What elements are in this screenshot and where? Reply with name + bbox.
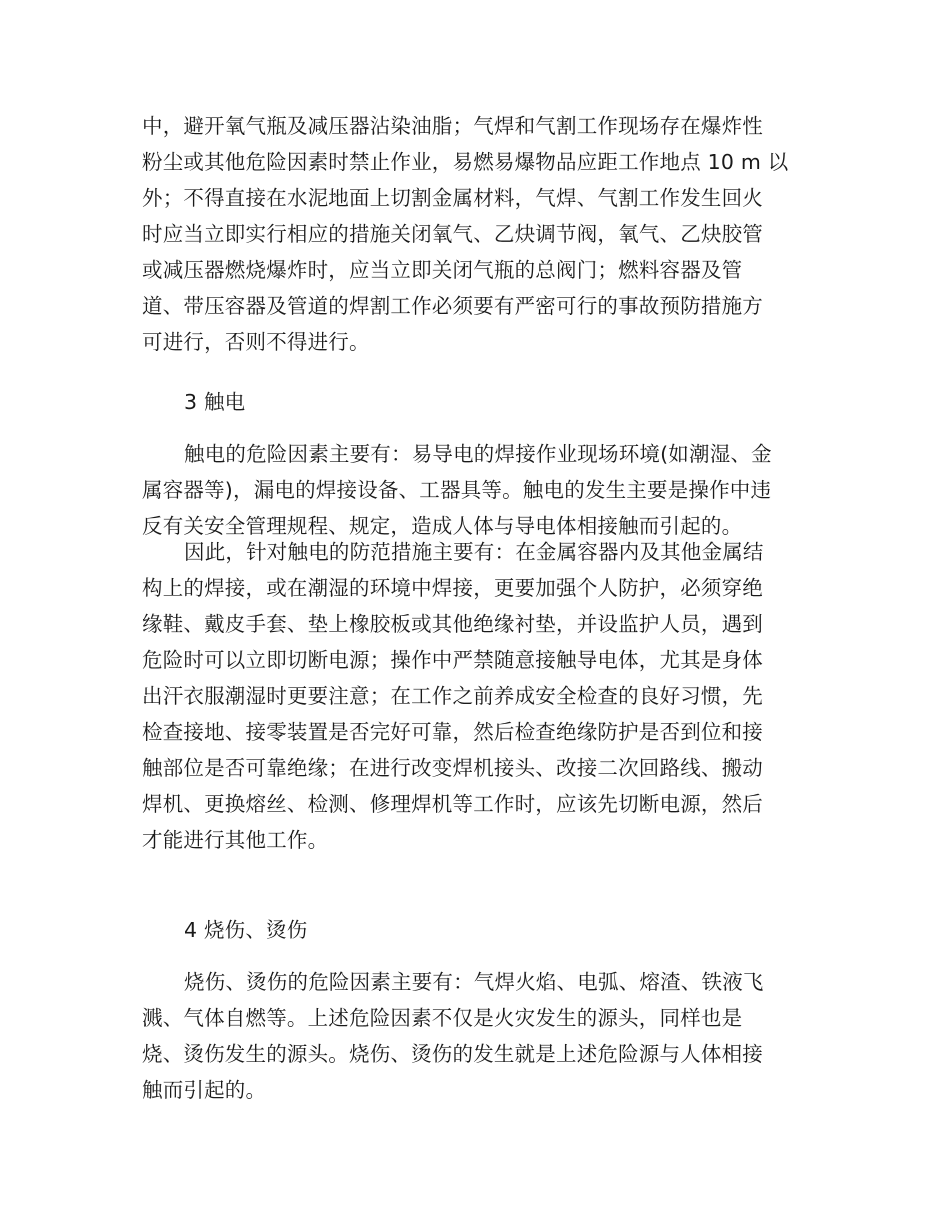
paragraph-line: 触电的危险因素主要有：易导电的焊接作业现场环境(如潮湿、金 (184, 442, 772, 466)
paragraph-line: 粉尘或其他危险因素时禁止作业，易燃易爆物品应距工作地点 10 m 以 (142, 150, 789, 174)
paragraph-line: 触而引起的。 (142, 1078, 267, 1102)
paragraph-burn-hazards (142, 964, 822, 1108)
paragraph-line: 焊机、更换熔丝、检测、修理焊机等工作时，应该先切断电源，然后 (142, 792, 763, 816)
paragraph-shock-hazards (142, 436, 822, 544)
paragraph-line: 烧、烫伤发生的源头。烧伤、烫伤的发生就是上述危险源与人体相接 (142, 1042, 763, 1066)
section-heading-burns (142, 912, 822, 948)
paragraph-shock-prevention (142, 534, 822, 858)
paragraph-line: 中，避开氧气瓶及减压器沾染油脂；气焊和气割工作现场存在爆炸性 (142, 114, 763, 138)
paragraph-line: 因此，针对触电的防范措施主要有：在金属容器内及其他金属结 (184, 540, 764, 564)
paragraph-line: 可进行，否则不得进行。 (142, 330, 370, 354)
paragraph-line: 外；不得直接在水泥地面上切割金属材料，气焊、气割工作发生回火 (142, 186, 763, 210)
section-heading-electric-shock (142, 384, 822, 420)
paragraph-line: 才能进行其他工作。 (142, 828, 329, 852)
paragraph-line: 检查接地、接零装置是否完好可靠，然后检查绝缘防护是否到位和接 (142, 720, 763, 744)
paragraph-line: 或减压器燃烧爆炸时，应当立即关闭气瓶的总阀门；燃料容器及管 (142, 258, 743, 282)
paragraph-line: 溅、气体自燃等。上述危险因素不仅是火灾发生的源头，同样也是 (142, 1006, 743, 1030)
paragraph-line: 出汗衣服潮湿时更要注意；在工作之前养成安全检查的良好习惯，先 (142, 684, 763, 708)
paragraph-fire-prevention (142, 108, 822, 360)
paragraph-line: 属容器等)，漏电的焊接设备、工器具等。触电的发生主要是操作中违 (142, 478, 772, 502)
paragraph-line: 烧伤、烫伤的危险因素主要有：气焊火焰、电弧、熔渣、铁液飞 (184, 970, 764, 994)
paragraph-line: 危险时可以立即切断电源；操作中严禁随意接触导电体，尤其是身体 (142, 648, 763, 672)
paragraph-line: 触部位是否可靠绝缘；在进行改变焊机接头、改接二次回路线、搬动 (142, 756, 763, 780)
paragraph-line: 反有关安全管理规程、规定，造成人体与导电体相接触而引起的。 (142, 514, 743, 538)
section-heading: 4 烧伤、烫伤 (184, 918, 308, 942)
paragraph-line: 构上的焊接，或在潮湿的环境中焊接，更要加强个人防护，必须穿绝 (142, 576, 763, 600)
paragraph-line: 道、带压容器及管道的焊割工作必须要有严密可行的事故预防措施方 (142, 294, 763, 318)
section-heading: 3 触电 (184, 390, 246, 414)
paragraph-line: 时应当立即实行相应的措施关闭氧气、乙炔调节阀，氧气、乙炔胶管 (142, 222, 763, 246)
paragraph-line: 缘鞋、戴皮手套、垫上橡胶板或其他绝缘衬垫，并设监护人员，遇到 (142, 612, 763, 636)
